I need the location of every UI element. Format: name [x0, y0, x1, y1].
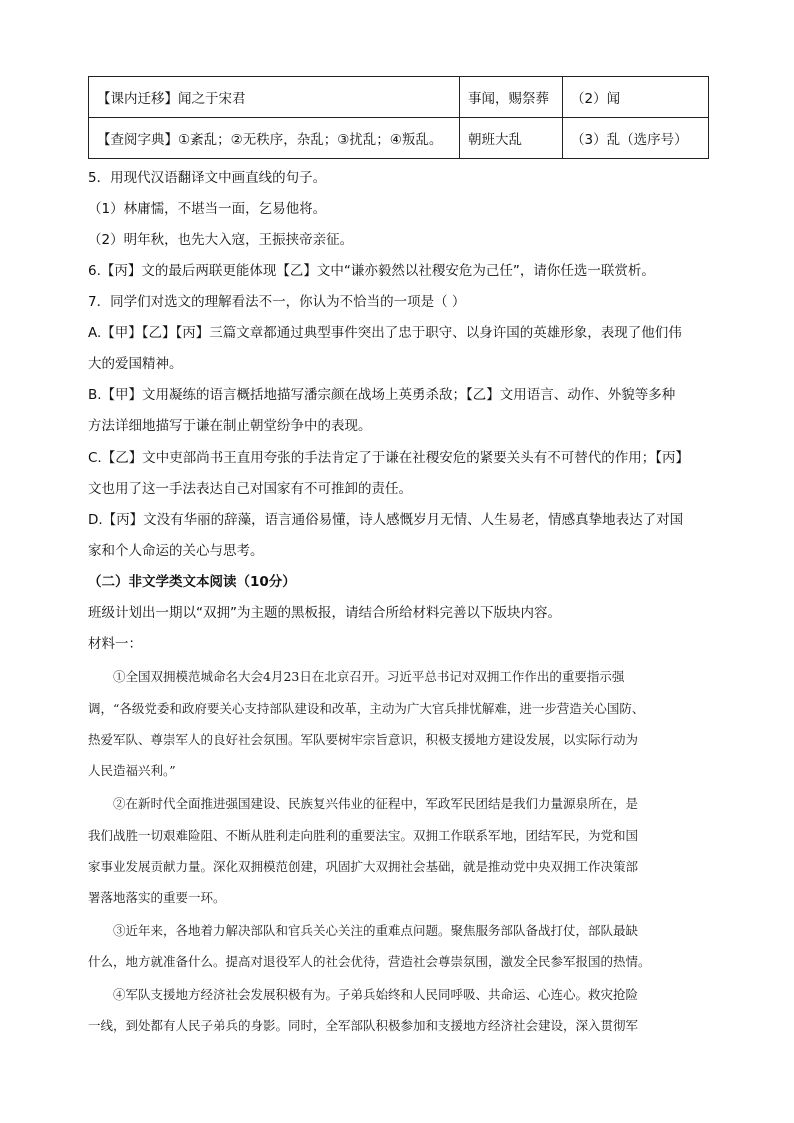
- material-line: ④军队支援地方经济社会发展积极有为。子弟兵始终和人民同呼吸、共命运、心连心。救灾抢险: [88, 987, 639, 1002]
- material-line: 调，“各级党委和政府要关心支持部队建设和改革，主动为广大官兵排忧解难，进一步营造关心国防、: [88, 701, 645, 716]
- question-5-item-2: （2）明年秋，也先大入寇，王振挟帝亲征。: [88, 232, 354, 248]
- table-cell: 【课内迁移】闻之于宋君: [89, 77, 460, 118]
- table-cell: 【查阅字典】①紊乱；②无秩序，杂乱；③扰乱；④叛乱。: [89, 118, 460, 159]
- material-line: ②在新时代全面推进强国建设、民族复兴伟业的征程中，军政军民团结是我们力量源泉所在，是: [88, 796, 639, 811]
- option-b: B.【甲】文用凝练的语言概括地描写潘宗颜在战场上英勇杀敌；【乙】文用语言、动作、外貌等多种: [88, 387, 676, 403]
- material-line: 我们战胜一切艰难险阻、不断从胜利走向胜利的重要法宝。双拥工作联系军地，团结军民，为党和国: [88, 828, 639, 843]
- option-d-cont: 家和个人命运的关心与思考。: [88, 543, 264, 559]
- table-row: [89, 118, 709, 159]
- option-c-cont: 文也用了这一手法表达自己对国家有不可推卸的责任。: [88, 481, 412, 497]
- vocabulary-table: [88, 76, 709, 159]
- option-a: A.【甲】【乙】【丙】三篇文章都通过典型事件突出了忠于职守、以身许国的英雄形象，表现了他们伟: [88, 325, 682, 341]
- option-d: D.【丙】文没有华丽的辞藻，语言通俗易懂，诗人感慨岁月无情、人生易老，情感真挚地表达了对国: [88, 512, 684, 528]
- question-5: 5．用现代汉语翻译文中画直线的句子。: [88, 170, 327, 186]
- material-line: 家事业发展贡献力量。深化双拥模范创建，巩固扩大双拥社会基础，就是推动党中央双拥工作决策部: [88, 859, 639, 874]
- material-line: ③近年来，各地着力解决部队和官兵关心关注的重难点问题。聚焦服务部队备战打仗，部队最缺: [88, 923, 639, 938]
- question-5-item-1: （1）林庸懦，不堪当一面，乞易他将。: [88, 201, 327, 217]
- table-cell: 事闻，赐祭葬: [460, 77, 563, 118]
- material-label: 材料一：: [88, 636, 142, 652]
- task-intro: 班级计划出一期以“双拥”为主题的黑板报，请结合所给材料完善以下版块内容。: [88, 605, 561, 621]
- section-heading: （二）非文学类文本阅读（10分）: [88, 574, 296, 590]
- option-a-cont: 大的爱国精神。: [88, 356, 183, 372]
- table-row: [89, 77, 709, 118]
- option-c: C.【乙】文中吏部尚书王直用夸张的手法肯定了于谦在社稷安危的紧要关头有不可替代的作用；【丙】: [88, 450, 689, 466]
- material-line: 一线，到处都有人民子弟兵的身影。同时，全军部队积极参加和支援地方经济社会建设，深入贯彻军: [88, 1018, 639, 1033]
- table-cell: （2）闻: [563, 77, 709, 118]
- material-line: 热爱军队、尊崇军人的良好社会氛围。军队要树牢宗旨意识，积极支援地方建设发展，以实际行动为: [88, 732, 639, 747]
- table-cell: （3）乱（选序号）: [563, 118, 709, 159]
- material-line: 什么，地方就准备什么。提高对退役军人的社会优待，营造社会尊崇氛围，激发全民参军报国的热情。: [88, 954, 651, 969]
- material-line: 署落地落实的重要一环。: [88, 890, 226, 905]
- table-cell: 朝班大乱: [460, 118, 563, 159]
- question-7: 7．同学们对选文的理解看法不一，你认为不恰当的一项是（ ）: [88, 294, 466, 310]
- material-line: ①全国双拥模范城命名大会4月23日在北京召开。习近平总书记对双拥工作作出的重要指示强: [88, 669, 625, 684]
- question-6: 6.【丙】文的最后两联更能体现【乙】文中“谦亦毅然以社稷安危为己任”，请你任选一联赏析。: [88, 263, 655, 279]
- option-b-cont: 方法详细地描写于谦在制止朝堂纷争中的表现。: [88, 418, 372, 434]
- material-line: 人民造福兴利。”: [88, 763, 176, 778]
